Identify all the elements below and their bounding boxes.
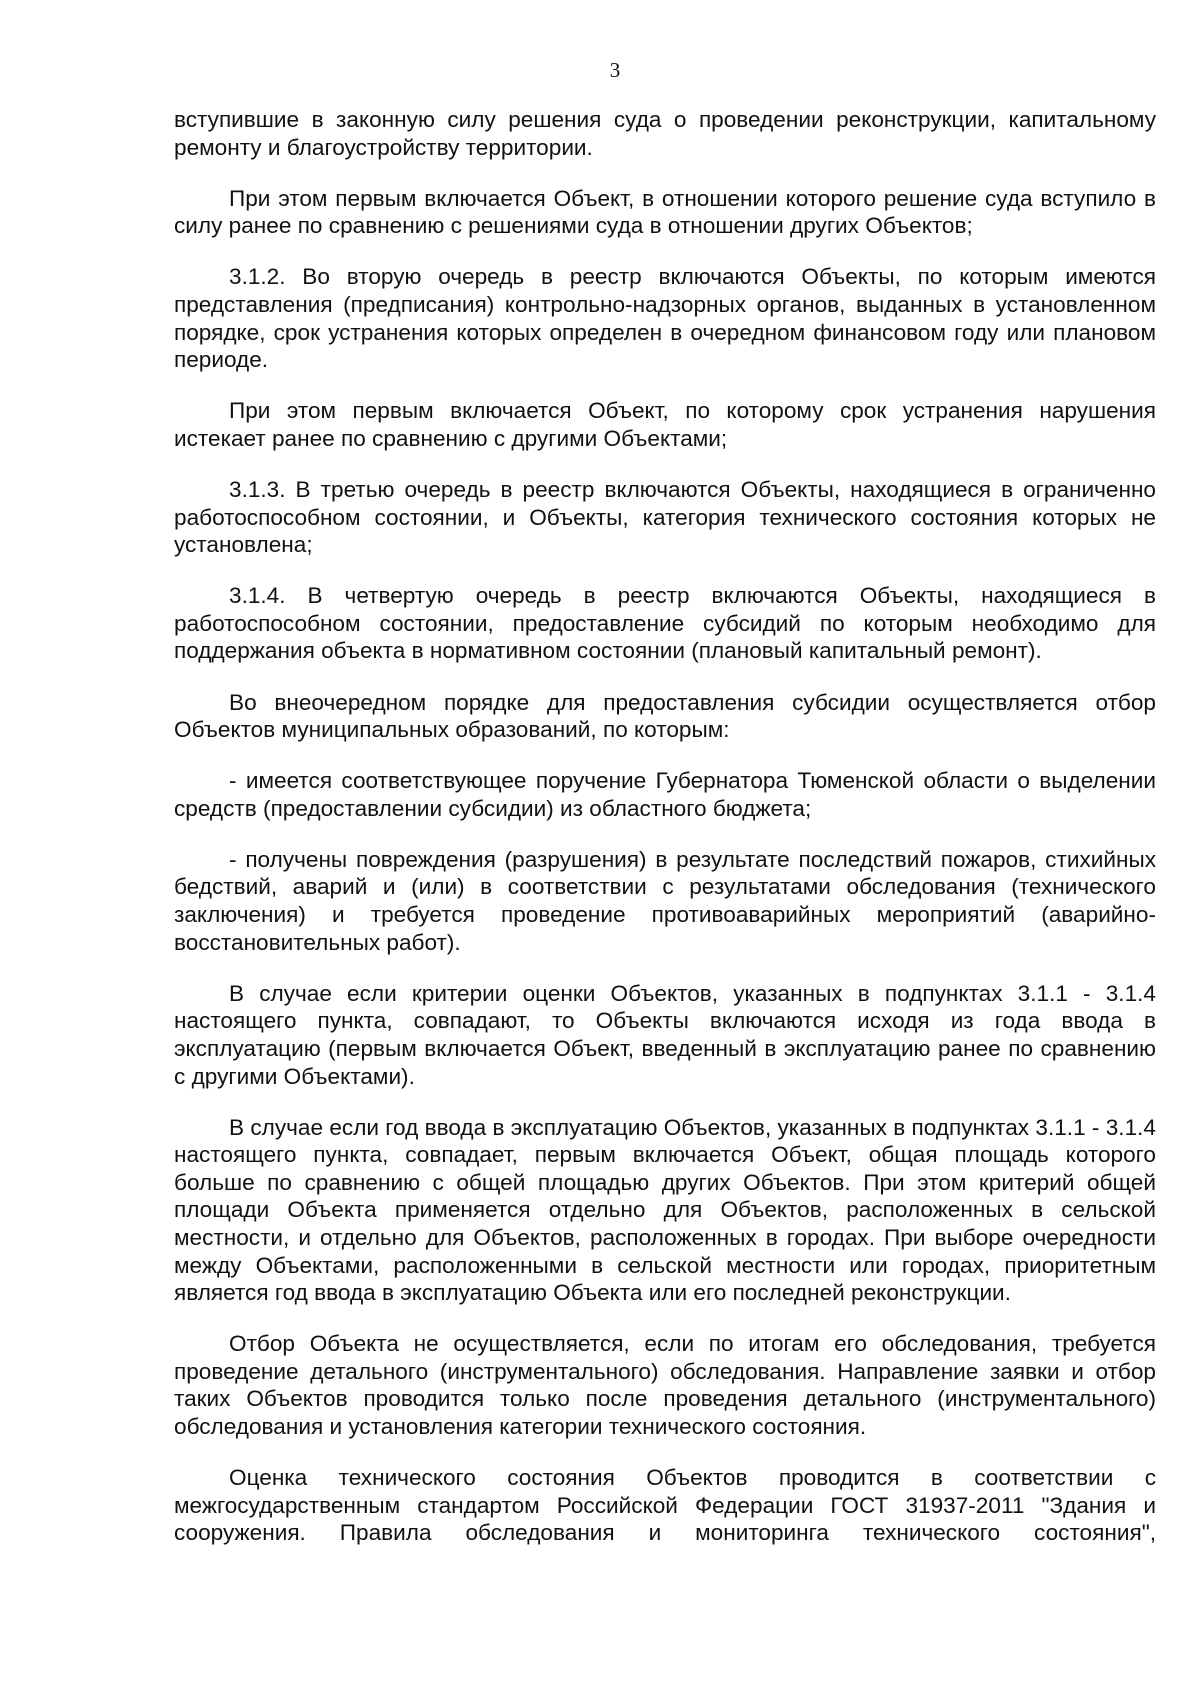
paragraph: При этом первым включается Объект, в отношении которого решение суда вступило в силу ранее по сравнению с решениями суда в отношении других Объектов;	[174, 185, 1156, 239]
paragraph: вступившие в законную силу решения суда о проведении реконструкции, капитальному ремонту и благоустройству территории.	[174, 107, 1156, 160]
paragraph: В случае если критерии оценки Объектов, указанных в подпунктах 3.1.1 - 3.1.4 настоящего пункта, совпадают, то Объекты включаются исходя из года ввода в эксплуатацию (первым включается Объект, введенный в эксплуатацию ранее по сравнению с другими Объектами).	[174, 980, 1156, 1089]
paragraph: В случае если год ввода в эксплуатацию Объектов, указанных в подпунктах 3.1.1 - 3.1.4 настоящего пункта, совпадает, первым включается Объект, общая площадь которого больше по сравнению с общей площадью других Объектов. При этом критерий общей площади Объекта применяется отдельно для Объектов, расположенных в сельской местности, и отдельно для Объектов, расположенных в городах. При выборе очередности между Объектами, расположенными в сельской местности или городах, приоритетным является год ввода в эксплуатацию Объекта или его последней реконструкции.	[174, 1114, 1156, 1306]
paragraph: 3.1.2. Во вторую очередь в реестр включаются Объекты, по которым имеются представления (предписания) контрольно-надзорных органов, выданных в установленном порядке, срок устранения которых определен в очередном финансовом году или плановом периоде.	[174, 264, 1156, 373]
paragraph: Отбор Объекта не осуществляется, если по итогам его обследования, требуется проведение детального (инструментального) обследования. Направление заявки и отбор таких Объектов проводится только после проведения детального (инструментального) обследования и установления категории технического состояния.	[174, 1331, 1156, 1440]
paragraph: Оценка технического состояния Объектов проводится в соответствии с межгосударственным стандартом Российской Федерации ГОСТ 31937-2011 "Здания и сооружения. Правила обследования и мониторинга технического состояния",	[174, 1465, 1156, 1546]
paragraph: При этом первым включается Объект, по которому срок устранения нарушения истекает ранее по сравнению с другими Объектами;	[174, 398, 1156, 451]
list-item: - имеется соответствующее поручение Губернатора Тюменской области о выделении средств (предоставлении субсидии) из областного бюджета;	[174, 768, 1156, 821]
paragraph: 3.1.4. В четвертую очередь в реестр включаются Объекты, находящиеся в работоспособном состоянии, предоставление субсидий по которым необходимо для поддержания объекта в нормативном состоянии (плановый капитальный ремонт).	[174, 583, 1156, 664]
document-body	[174, 106, 1156, 1570]
paragraph: Во внеочередном порядке для предоставления субсидии осуществляется отбор Объектов муниципальных образований, по которым:	[174, 689, 1156, 743]
paragraph: 3.1.3. В третью очередь в реестр включаются Объекты, находящиеся в ограниченно работоспособном состоянии, и Объекты, категория технического состояния которых не установлена;	[174, 476, 1156, 558]
page-number: 3	[609, 58, 621, 82]
list-item: - получены повреждения (разрушения) в результате последствий пожаров, стихийных бедствий, аварий и (или) в соответствии с результатами обследования (технического заключения) и требуется проведение противоаварийных мероприятий (аварийно-восстановительных работ).	[174, 846, 1156, 955]
